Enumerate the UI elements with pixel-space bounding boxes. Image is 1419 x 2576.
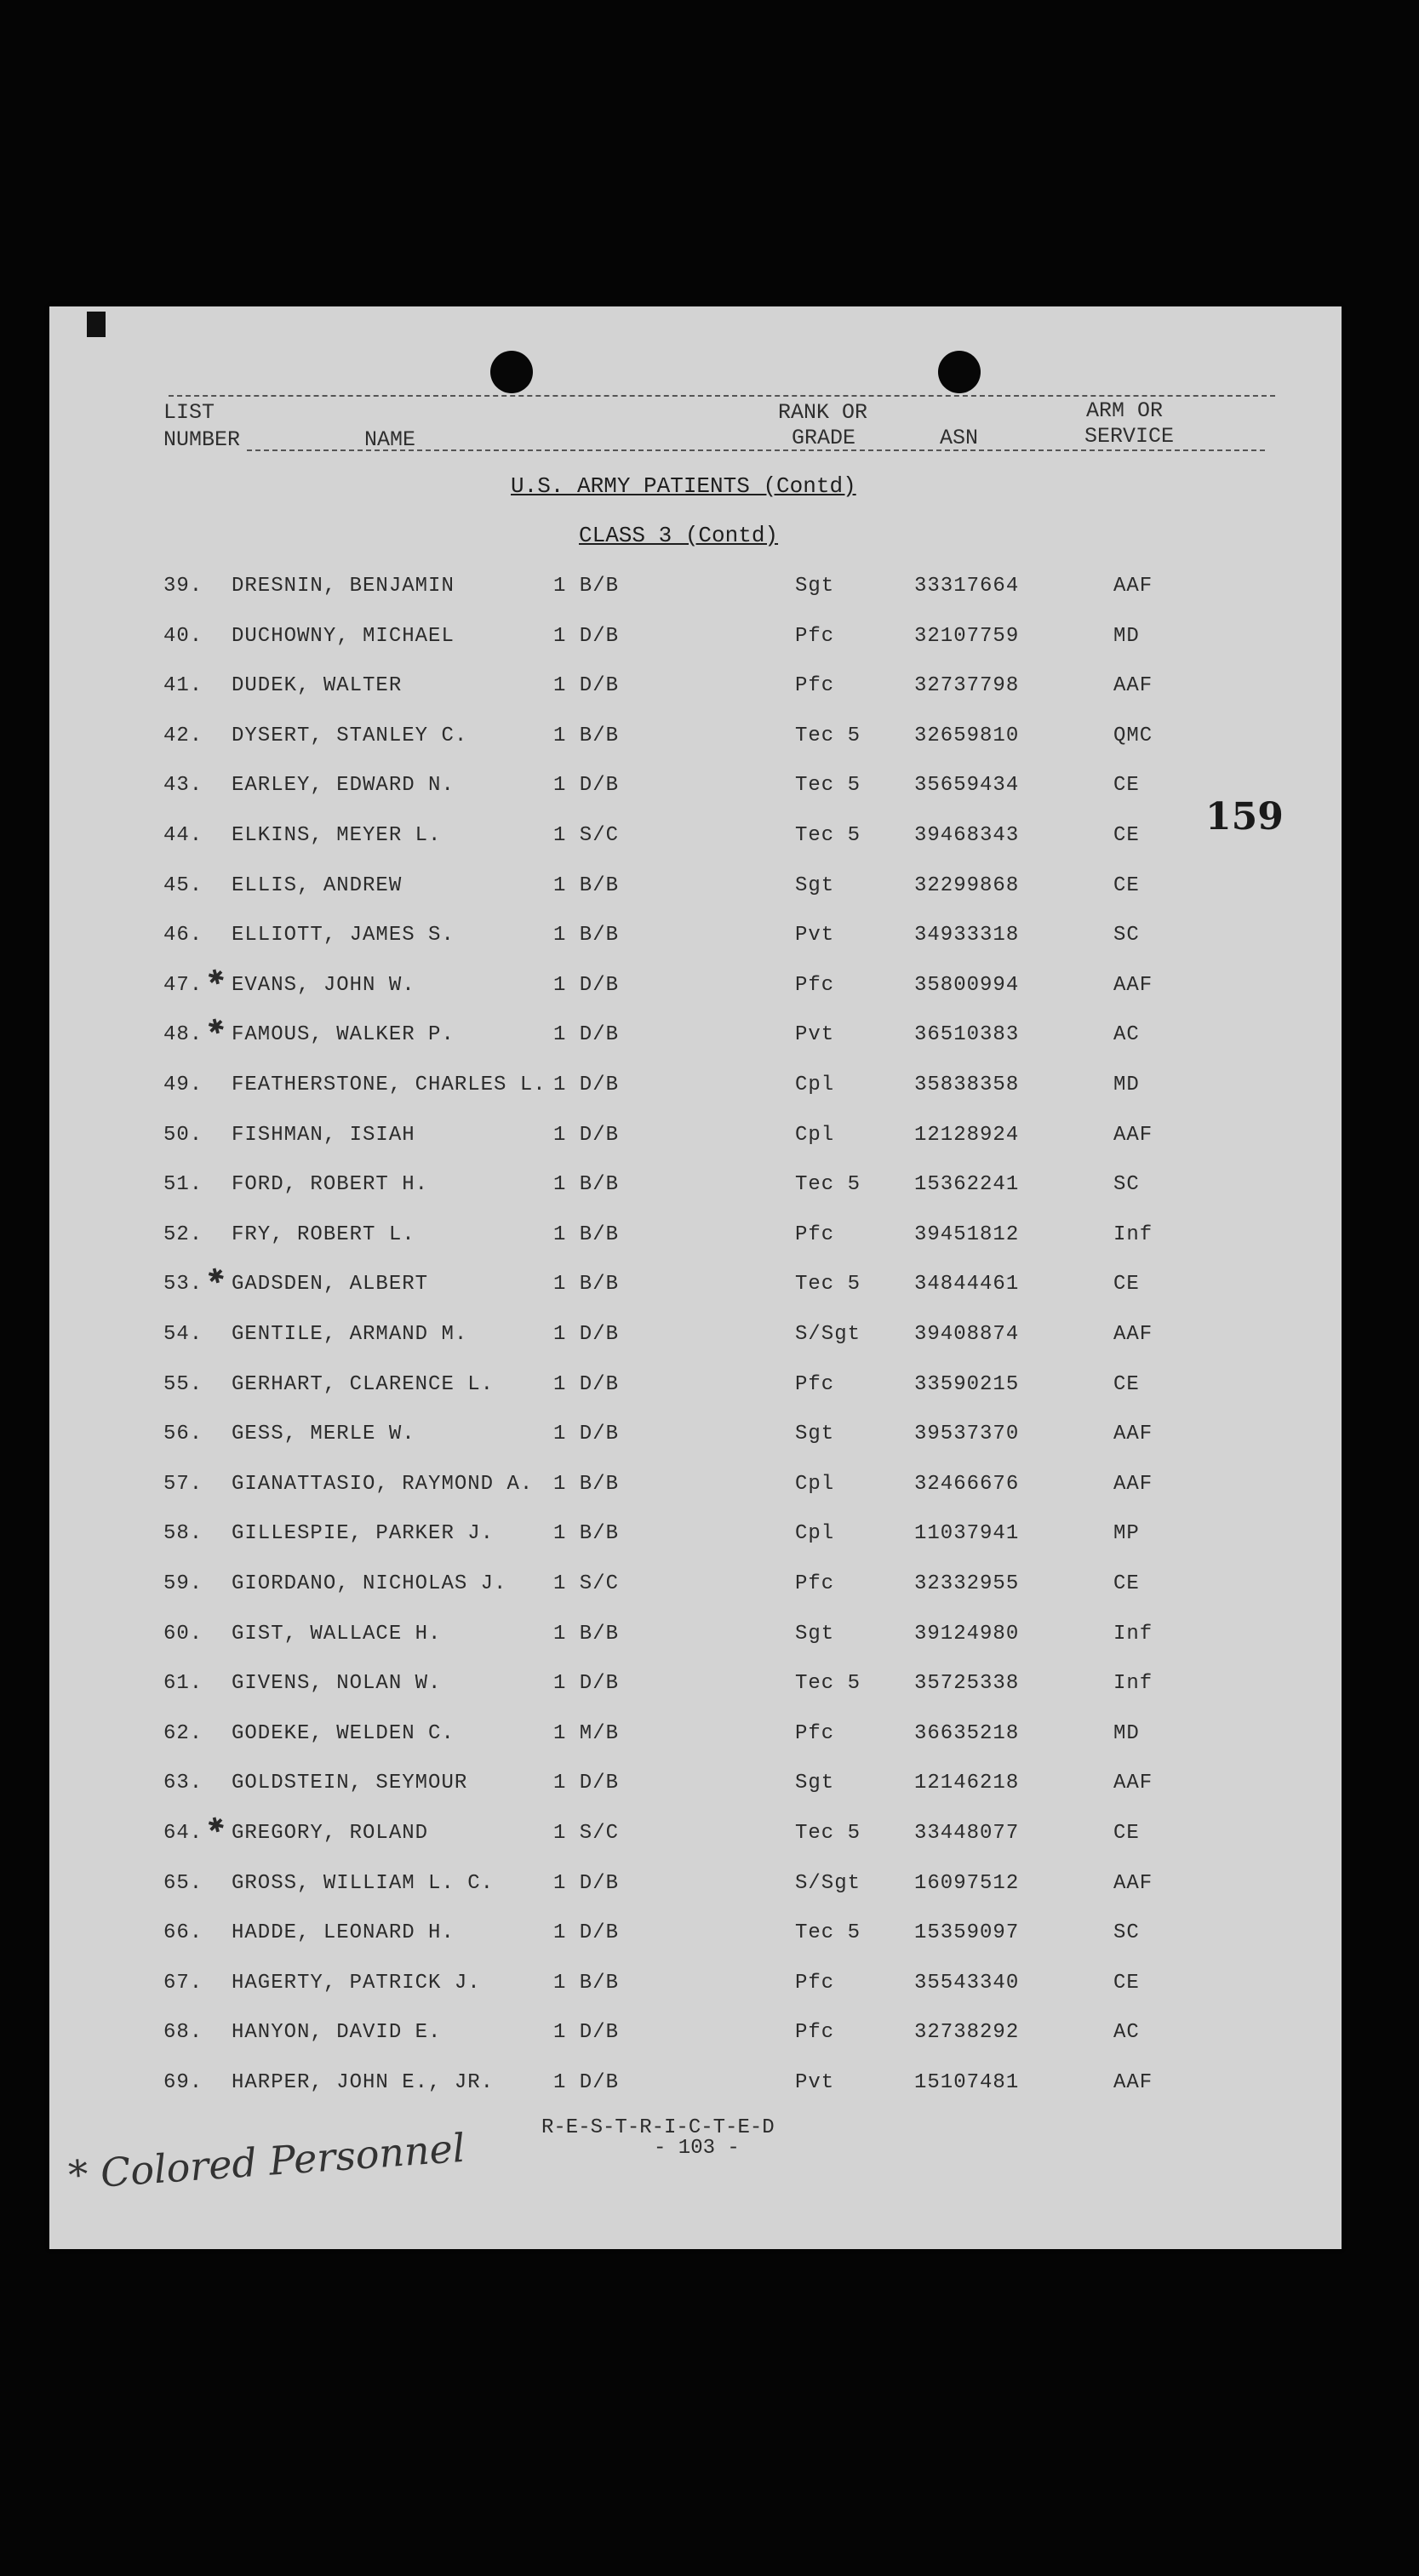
- patient-class: 1 D/B: [553, 1423, 620, 1446]
- arm-service: CE: [1113, 1971, 1140, 1995]
- patient-class: 1 B/B: [553, 873, 620, 897]
- table-row: [49, 1921, 1342, 1955]
- patient-class: 1 D/B: [553, 2021, 620, 2045]
- arm-service: AAF: [1113, 973, 1153, 997]
- patient-name: EVANS, JOHN W.: [232, 973, 415, 997]
- patient-name: GADSDEN, ALBERT: [232, 1273, 429, 1297]
- rank-grade: S/Sgt: [795, 1323, 861, 1346]
- patient-name: FISHMAN, ISIAH: [232, 1123, 415, 1147]
- patient-name: GILLESPIE, PARKER J.: [232, 1522, 495, 1546]
- patient-class: 1 B/B: [553, 1522, 620, 1546]
- arm-service: AAF: [1113, 2071, 1153, 2094]
- patient-class: 1 D/B: [553, 1921, 620, 1945]
- table-row: [49, 1262, 1342, 1307]
- arm-service: AAF: [1113, 1772, 1153, 1795]
- patient-class: 1 B/B: [553, 1273, 620, 1297]
- patient-name: GOLDSTEIN, SEYMOUR: [232, 1772, 468, 1795]
- list-number: 61.: [163, 1672, 203, 1696]
- arm-service: SC: [1113, 1921, 1140, 1945]
- table-row: [49, 625, 1342, 659]
- arm-service: MD: [1113, 1721, 1140, 1745]
- list-number: 44.: [163, 824, 203, 847]
- asterisk-mark-icon: ✱: [204, 1013, 229, 1041]
- arm-service: CE: [1113, 1372, 1140, 1396]
- header-service: SERVICE: [1084, 424, 1175, 449]
- asn-number: 32466676: [914, 1472, 1020, 1496]
- arm-service: CE: [1113, 1273, 1140, 1297]
- table-row: [49, 1672, 1342, 1706]
- arm-service: AAF: [1113, 1123, 1153, 1147]
- rank-grade: Sgt: [795, 575, 835, 598]
- asn-number: 39468343: [914, 824, 1020, 847]
- patient-class: 1 D/B: [553, 1073, 620, 1096]
- header-grade: GRADE: [792, 426, 856, 450]
- asterisk-mark-icon: ✱: [204, 1811, 229, 1840]
- patient-name: ELLIOTT, JAMES S.: [232, 924, 455, 947]
- header-asn: ASN: [940, 426, 979, 450]
- arm-service: AAF: [1113, 1871, 1153, 1895]
- table-row: [49, 1572, 1342, 1606]
- list-number: 41.: [163, 674, 203, 698]
- patient-name: GREGORY, ROLAND: [232, 1822, 429, 1845]
- table-row: [49, 2021, 1342, 2055]
- patient-name: FAMOUS, WALKER P.: [232, 1023, 455, 1047]
- arm-service: CE: [1113, 824, 1140, 847]
- page-number: - 103 -: [654, 2137, 740, 2160]
- asn-number: 32659810: [914, 724, 1020, 747]
- patient-name: GROSS, WILLIAM L. C.: [232, 1871, 495, 1895]
- patient-class: 1 D/B: [553, 1772, 620, 1795]
- rank-grade: Tec 5: [795, 1921, 861, 1945]
- patient-name: HANYON, DAVID E.: [232, 2021, 442, 2045]
- asn-number: 34844461: [914, 1273, 1020, 1297]
- table-row: [49, 1811, 1342, 1856]
- list-number: 69.: [163, 2071, 203, 2094]
- patient-class: 1 B/B: [553, 924, 620, 947]
- table-row: [49, 1423, 1342, 1457]
- list-number: 57.: [163, 1472, 203, 1496]
- handwritten-note: * Colored Personnel: [66, 2124, 467, 2199]
- section-title: U.S. ARMY PATIENTS (Contd): [511, 473, 856, 499]
- rank-grade: Tec 5: [795, 774, 861, 798]
- list-number: 51.: [163, 1173, 203, 1197]
- header-list: LIST: [163, 400, 215, 425]
- patient-class: 1 S/C: [553, 1572, 620, 1595]
- arm-service: AC: [1113, 1023, 1140, 1047]
- list-number: 43.: [163, 774, 203, 798]
- patient-name: GERHART, CLARENCE L.: [232, 1372, 495, 1396]
- patient-class: 1 D/B: [553, 1023, 620, 1047]
- asn-number: 32299868: [914, 873, 1020, 897]
- patient-name: GESS, MERLE W.: [232, 1423, 415, 1446]
- rank-grade: Pfc: [795, 973, 835, 997]
- list-number: 66.: [163, 1921, 203, 1945]
- patient-class: 1 B/B: [553, 1222, 620, 1246]
- table-row: [49, 575, 1342, 609]
- arm-service: Inf: [1113, 1672, 1153, 1696]
- patient-name: FORD, ROBERT H.: [232, 1173, 429, 1197]
- table-row: [49, 2071, 1342, 2105]
- asn-number: 33590215: [914, 1372, 1020, 1396]
- patient-class: 1 M/B: [553, 1721, 620, 1745]
- asterisk-mark-icon: ✱: [204, 963, 229, 992]
- arm-service: CE: [1113, 873, 1140, 897]
- patient-name: ELLIS, ANDREW: [232, 873, 403, 897]
- header-arm: ARM OR: [1086, 398, 1164, 423]
- list-number: 64.: [163, 1822, 203, 1845]
- patient-name: DRESNIN, BENJAMIN: [232, 575, 455, 598]
- patient-class: 1 B/B: [553, 1472, 620, 1496]
- asn-number: 35800994: [914, 973, 1020, 997]
- table-row: [49, 1522, 1342, 1556]
- list-number: 42.: [163, 724, 203, 747]
- asn-number: 36510383: [914, 1023, 1020, 1047]
- arm-service: MD: [1113, 1073, 1140, 1096]
- arm-service: AAF: [1113, 674, 1153, 698]
- arm-service: AAF: [1113, 1423, 1153, 1446]
- asn-number: 32332955: [914, 1572, 1020, 1595]
- punch-hole-left: [490, 351, 533, 393]
- table-row: [49, 1124, 1342, 1158]
- patient-class: 1 B/B: [553, 575, 620, 598]
- rank-grade: Pfc: [795, 1971, 835, 1995]
- rank-grade: Pvt: [795, 1023, 835, 1047]
- patient-name: EARLEY, EDWARD N.: [232, 774, 455, 798]
- patient-name: HARPER, JOHN E., JR.: [232, 2071, 495, 2094]
- table-row: [49, 1223, 1342, 1257]
- table-row: [49, 1373, 1342, 1407]
- header-number: NUMBER: [163, 427, 241, 452]
- list-number: 55.: [163, 1372, 203, 1396]
- rank-grade: Pfc: [795, 1222, 835, 1246]
- arm-service: AC: [1113, 2021, 1140, 2045]
- list-number: 46.: [163, 924, 203, 947]
- asn-number: 11037941: [914, 1522, 1020, 1546]
- asterisk-mark-icon: ✱: [204, 1262, 229, 1291]
- arm-service: MD: [1113, 624, 1140, 648]
- patient-name: GIORDANO, NICHOLAS J.: [232, 1572, 507, 1595]
- patient-name: GIANATTASIO, RAYMOND A.: [232, 1472, 534, 1496]
- list-number: 68.: [163, 2021, 203, 2045]
- rank-grade: Sgt: [795, 873, 835, 897]
- rank-grade: Pfc: [795, 1372, 835, 1396]
- rank-grade: Tec 5: [795, 1173, 861, 1197]
- header-rank: RANK OR: [778, 400, 868, 425]
- patient-class: 1 D/B: [553, 674, 620, 698]
- asn-number: 35543340: [914, 1971, 1020, 1995]
- class-title: CLASS 3 (Contd): [579, 523, 779, 548]
- patient-class: 1 B/B: [553, 724, 620, 747]
- asn-number: 15359097: [914, 1921, 1020, 1945]
- rank-grade: Tec 5: [795, 1273, 861, 1297]
- asn-number: 32738292: [914, 2021, 1020, 2045]
- asn-number: 39451812: [914, 1222, 1020, 1246]
- table-row: [49, 774, 1342, 808]
- table-row: [49, 1323, 1342, 1357]
- rank-grade: Pfc: [795, 1721, 835, 1745]
- rank-grade: Sgt: [795, 1622, 835, 1646]
- patient-class: 1 D/B: [553, 1871, 620, 1895]
- list-number: 60.: [163, 1622, 203, 1646]
- table-row: [49, 1872, 1342, 1906]
- list-number: 50.: [163, 1123, 203, 1147]
- restricted-label: R-E-S-T-R-I-C-T-E-D: [541, 2116, 775, 2139]
- asn-number: 36635218: [914, 1721, 1020, 1745]
- punch-hole-right: [938, 351, 981, 393]
- rank-grade: Pfc: [795, 1572, 835, 1595]
- patient-name: HADDE, LEONARD H.: [232, 1921, 455, 1945]
- patient-class: 1 D/B: [553, 1372, 620, 1396]
- asn-number: 35725338: [914, 1672, 1020, 1696]
- rank-grade: Sgt: [795, 1772, 835, 1795]
- table-row: [49, 1173, 1342, 1207]
- rank-grade: Tec 5: [795, 1822, 861, 1845]
- list-number: 56.: [163, 1423, 203, 1446]
- patient-class: 1 D/B: [553, 1323, 620, 1346]
- rank-grade: Pvt: [795, 2071, 835, 2094]
- arm-service: Inf: [1113, 1222, 1153, 1246]
- header-dash-bottom: [247, 449, 1265, 451]
- patient-name: GIVENS, NOLAN W.: [232, 1672, 442, 1696]
- rank-grade: Tec 5: [795, 1672, 861, 1696]
- list-number: 63.: [163, 1772, 203, 1795]
- patient-name: HAGERTY, PATRICK J.: [232, 1971, 481, 1995]
- table-row: [49, 674, 1342, 708]
- patient-class: 1 D/B: [553, 774, 620, 798]
- patient-class: 1 S/C: [553, 824, 620, 847]
- asn-number: 16097512: [914, 1871, 1020, 1895]
- arm-service: Inf: [1113, 1622, 1153, 1646]
- patient-class: 1 B/B: [553, 1622, 620, 1646]
- arm-service: QMC: [1113, 724, 1153, 747]
- asn-number: 35838358: [914, 1073, 1020, 1096]
- asn-number: 39408874: [914, 1323, 1020, 1346]
- arm-service: AAF: [1113, 575, 1153, 598]
- table-row: [49, 963, 1342, 1008]
- patient-name: ELKINS, MEYER L.: [232, 824, 442, 847]
- asn-number: 32737798: [914, 674, 1020, 698]
- list-number: 59.: [163, 1572, 203, 1595]
- arm-service: SC: [1113, 924, 1140, 947]
- list-number: 58.: [163, 1522, 203, 1546]
- page-stamp: 159: [1205, 795, 1284, 839]
- table-row: [49, 1473, 1342, 1507]
- patient-name: FEATHERSTONE, CHARLES L.: [232, 1073, 546, 1096]
- list-number: 48.: [163, 1023, 203, 1047]
- arm-service: SC: [1113, 1173, 1140, 1197]
- table-row: [49, 1772, 1342, 1806]
- arm-service: MP: [1113, 1522, 1140, 1546]
- arm-service: AAF: [1113, 1323, 1153, 1346]
- table-row: [49, 1013, 1342, 1057]
- table-row: [49, 1722, 1342, 1756]
- asn-number: 12128924: [914, 1123, 1020, 1147]
- list-number: 39.: [163, 575, 203, 598]
- arm-service: AAF: [1113, 1472, 1153, 1496]
- rank-grade: Cpl: [795, 1472, 835, 1496]
- asn-number: 34933318: [914, 924, 1020, 947]
- list-number: 40.: [163, 624, 203, 648]
- asn-number: 33448077: [914, 1822, 1020, 1845]
- rank-grade: Tec 5: [795, 724, 861, 747]
- document-page: [49, 306, 1342, 2249]
- patient-class: 1 D/B: [553, 1672, 620, 1696]
- list-number: 67.: [163, 1971, 203, 1995]
- patient-name: FRY, ROBERT L.: [232, 1222, 415, 1246]
- table-row: [49, 824, 1342, 858]
- asn-number: 15107481: [914, 2071, 1020, 2094]
- arm-service: CE: [1113, 774, 1140, 798]
- list-number: 49.: [163, 1073, 203, 1096]
- patient-name: GIST, WALLACE H.: [232, 1622, 442, 1646]
- patient-name: GODEKE, WELDEN C.: [232, 1721, 455, 1745]
- list-number: 53.: [163, 1273, 203, 1297]
- patient-class: 1 B/B: [553, 1173, 620, 1197]
- patient-name: DYSERT, STANLEY C.: [232, 724, 468, 747]
- asn-number: 32107759: [914, 624, 1020, 648]
- list-number: 54.: [163, 1323, 203, 1346]
- table-row: [49, 1623, 1342, 1657]
- rank-grade: Pfc: [795, 674, 835, 698]
- arm-service: CE: [1113, 1572, 1140, 1595]
- table-row: [49, 724, 1342, 758]
- table-row: [49, 1972, 1342, 2006]
- rank-grade: Pfc: [795, 2021, 835, 2045]
- header-dash-top: [169, 395, 1275, 397]
- asn-number: 12146218: [914, 1772, 1020, 1795]
- list-number: 62.: [163, 1721, 203, 1745]
- patient-class: 1 D/B: [553, 2071, 620, 2094]
- list-number: 47.: [163, 973, 203, 997]
- table-row: [49, 874, 1342, 908]
- rank-grade: Tec 5: [795, 824, 861, 847]
- asn-number: 39124980: [914, 1622, 1020, 1646]
- rank-grade: Cpl: [795, 1123, 835, 1147]
- list-number: 45.: [163, 873, 203, 897]
- asn-number: 35659434: [914, 774, 1020, 798]
- list-number: 52.: [163, 1222, 203, 1246]
- patient-class: 1 D/B: [553, 973, 620, 997]
- table-row: [49, 1073, 1342, 1108]
- rank-grade: Sgt: [795, 1423, 835, 1446]
- patient-class: 1 S/C: [553, 1822, 620, 1845]
- asn-number: 33317664: [914, 575, 1020, 598]
- rank-grade: Cpl: [795, 1522, 835, 1546]
- patient-name: DUCHOWNY, MICHAEL: [232, 624, 455, 648]
- patient-class: 1 B/B: [553, 1971, 620, 1995]
- rank-grade: Pvt: [795, 924, 835, 947]
- list-number: 65.: [163, 1871, 203, 1895]
- header-name: NAME: [364, 427, 416, 452]
- patient-class: 1 D/B: [553, 1123, 620, 1147]
- staple-mark: [87, 312, 106, 337]
- patient-class: 1 D/B: [553, 624, 620, 648]
- patient-name: GENTILE, ARMAND M.: [232, 1323, 468, 1346]
- arm-service: CE: [1113, 1822, 1140, 1845]
- asn-number: 15362241: [914, 1173, 1020, 1197]
- patient-name: DUDEK, WALTER: [232, 674, 403, 698]
- asn-number: 39537370: [914, 1423, 1020, 1446]
- rank-grade: Pfc: [795, 624, 835, 648]
- rank-grade: Cpl: [795, 1073, 835, 1096]
- table-row: [49, 924, 1342, 958]
- rank-grade: S/Sgt: [795, 1871, 861, 1895]
